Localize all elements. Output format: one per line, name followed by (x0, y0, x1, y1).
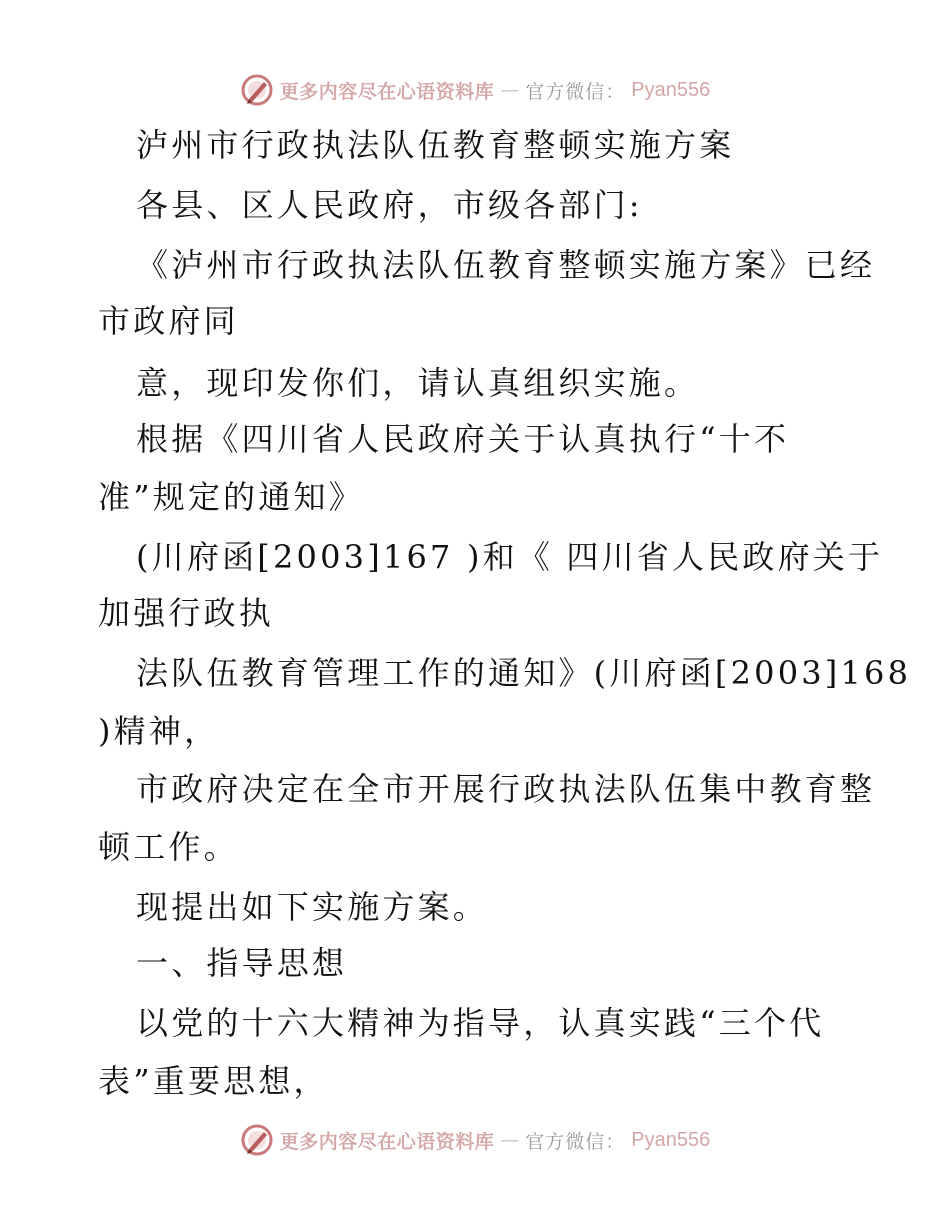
paragraph-line: 准”规定的通知》 (98, 478, 364, 516)
salutation-line: 各县、区人民政府，市级各部门: (136, 186, 643, 224)
pen-logo-icon (240, 1123, 274, 1157)
document-title: 泸州市行政执法队伍教育整顿实施方案 (136, 126, 735, 164)
watermark-wechat-label: 官方微信： (525, 1130, 626, 1153)
watermark-wechat-label: 官方微信： (525, 80, 626, 103)
paragraph-line: 《泸州市行政执法队伍教育整顿实施方案》已经 (136, 246, 876, 284)
watermark-footer (0, 1120, 950, 1160)
paragraph-line: 顿工作。 (98, 828, 239, 866)
watermark-site-text: 更多内容尽在心语资料库 (279, 80, 495, 103)
watermark-header (0, 70, 950, 110)
watermark-site-text: 更多内容尽在心语资料库 (279, 1130, 495, 1153)
paragraph-line: 意，现印发你们，请认真组织实施。 (136, 364, 700, 402)
paragraph-line: 现提出如下实施方案。 (136, 888, 489, 926)
paragraph-line: )精神， (98, 712, 220, 750)
watermark-separator: — (500, 1129, 520, 1151)
paragraph-line: 根据《四川省人民政府关于认真执行“十不 (136, 420, 790, 458)
paragraph-line: 以党的十六大精神为指导，认真实践“三个代 (136, 1004, 825, 1042)
paragraph-line: 加强行政执 (98, 594, 275, 632)
pen-logo-icon (240, 73, 274, 107)
watermark-wechat-id: Pyan556 (631, 1128, 711, 1151)
paragraph-line: 法队伍教育管理工作的通知》(川府函[2003]168 (136, 654, 912, 692)
paragraph-line: 表”重要思想， (98, 1062, 329, 1100)
section-heading: 一、指导思想 (136, 944, 348, 982)
paragraph-line: (川府函[2003]167 )和《 四川省人民政府关于 (136, 538, 884, 576)
watermark-separator: — (500, 79, 520, 101)
paragraph-line: 市政府决定在全市开展行政执法队伍集中教育整 (136, 770, 876, 808)
watermark-wechat-id: Pyan556 (631, 78, 711, 101)
paragraph-line: 市政府同 (98, 302, 239, 340)
